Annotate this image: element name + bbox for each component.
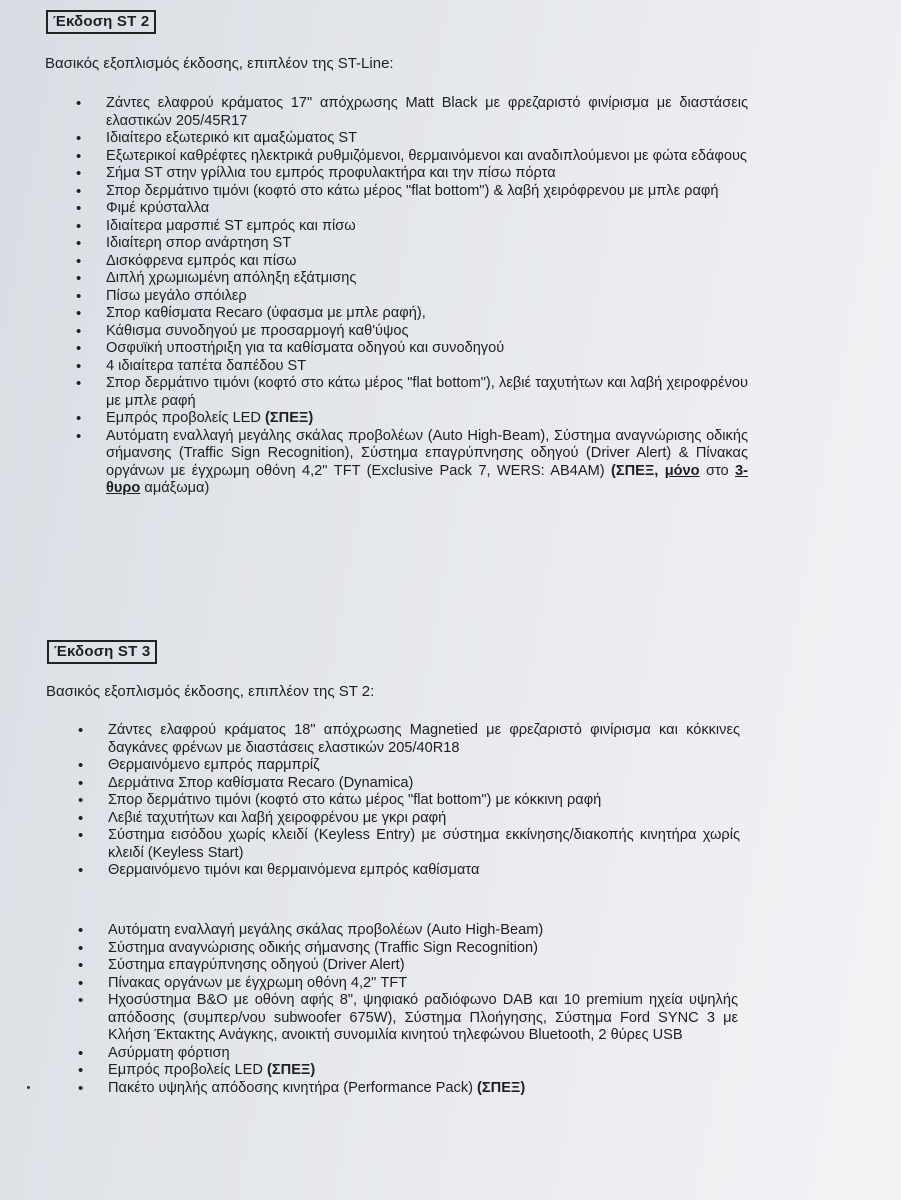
st3-equipment-list-2 xyxy=(78,922,738,1097)
led-text: Εμπρός προβολείς LED xyxy=(106,410,261,426)
list-item: • Ιδιαίτερο εξωτερικό κιτ αμαξώματος ST xyxy=(76,130,748,148)
st3-equipment-list xyxy=(78,722,740,880)
list-item: • Αυτόματη εναλλαγή μεγάλης σκάλας προβολέων (Auto High-Beam) xyxy=(78,922,738,940)
option-tag: (ΣΠΕΞ) xyxy=(477,1079,526,1096)
list-item: • Σύστημα επαγρύπνησης οδηγού (Driver Alert) xyxy=(78,957,738,975)
list-item: • Φιμέ κρύσταλλα xyxy=(76,200,748,218)
list-item: • Ιδιαίτερα μαρσπιέ ST εμπρός και πίσω xyxy=(76,218,748,236)
list-item-auto-highbeam xyxy=(76,428,748,498)
list-item: • Ιδιαίτερη σπορ ανάρτηση ST xyxy=(76,235,748,253)
list-item-led xyxy=(78,1062,738,1080)
on-tag: στο xyxy=(705,462,729,479)
led-text: Εμπρός προβολείς LED xyxy=(108,1062,263,1078)
list-item-performance xyxy=(78,1080,738,1098)
list-item: • Σήμα ST στην γρίλλια του εμπρός προφυλακτήρα και την πίσω πόρτα xyxy=(76,165,748,183)
list-item: • Πίνακας οργάνων με έγχρωμη οθόνη 4,2" TFT xyxy=(78,975,738,993)
list-item: • Σπορ δερμάτινο τιμόνι (κοφτό στο κάτω μέρος "flat bottom"), λεβιέ ταχυτήτων και λαβή χειροφρένου με μπλε ραφή xyxy=(76,375,748,410)
list-item: • Ζάντες ελαφρού κράματος 17" απόχρωσης Matt Black με φρεζαριστό φινίρισμα με διαστάσεις ελαστικών 205/45R17 xyxy=(76,95,748,130)
st2-heading: Έκδοση ST 2 xyxy=(46,10,156,34)
list-item: • Οσφυϊκή υποστήριξη για τα καθίσματα οδηγού και συνοδηγού xyxy=(76,340,748,358)
list-item: • Ασύρματη φόρτιση xyxy=(78,1045,738,1063)
list-item: • Πίσω μεγάλο σπόιλερ xyxy=(76,288,748,306)
list-item: • Ζάντες ελαφρού κράματος 18" απόχρωσης Magnetied με φρεζαριστό φινίρισμα και κόκκινες δαγκάνες φρένων με διαστάσεις ελαστικών 205/40R18 xyxy=(78,722,740,757)
stray-mark xyxy=(27,1086,30,1089)
list-item: • 4 ιδιαίτερα ταπέτα δαπέδου ST xyxy=(76,358,748,376)
list-item-led xyxy=(76,410,748,428)
three-door-tag: 3-θυρο xyxy=(106,462,748,496)
list-item: • Δισκόφρενα εμπρός και πίσω xyxy=(76,253,748,271)
st3-intro: Βασικός εξοπλισμός έκδοσης, επιπλέον της ST 2: xyxy=(46,683,375,700)
list-item: • Δερμάτινα Σπορ καθίσματα Recaro (Dynamica) xyxy=(78,775,740,793)
list-item: • Σύστημα αναγνώρισης οδικής σήμανσης (Traffic Sign Recognition) xyxy=(78,940,738,958)
st3-heading: Έκδοση ST 3 xyxy=(47,640,157,664)
list-item: • Σπορ καθίσματα Recaro (ύφασμα με μπλε ραφή), xyxy=(76,305,748,323)
list-item: • Ηχοσύστημα B&O με οθόνη αφής 8", ψηφιακό ραδιόφωνο DAB και 10 premium ηχεία υψηλής απόδοσης (συμπερ/νου subwoofer 675W), Σύστημα Πλοήγησης, Σύστημα Ford SYNC 3 με Κλήση Έκτακτης Ανάγκης, ανοικτή συνομιλία κινητού τηλεφώνου Bluetooth, 2 θύρες USB xyxy=(78,992,738,1045)
list-item: • Θερμαινόμενο εμπρός παρμπρίζ xyxy=(78,757,740,775)
list-item: • Εξωτερικοί καθρέφτες ηλεκτρικά ρυθμιζόμενοι, θερμαινόμενοι και αναδιπλούμενοι με φώτα εδάφους xyxy=(76,148,748,166)
list-item: • Λεβιέ ταχυτήτων και λαβή χειροφρένου με γκρι ραφή xyxy=(78,810,740,828)
option-tag: (ΣΠΕΞ, xyxy=(610,462,659,479)
list-item: • Κάθισμα συνοδηγού με προσαρμογή καθ'ύψος xyxy=(76,323,748,341)
only-tag: μόνο xyxy=(664,462,700,479)
body-tag: αμάξωμα) xyxy=(144,480,210,496)
list-item: • Σπορ δερμάτινο τιμόνι (κοφτό στο κάτω μέρος "flat bottom") με κόκκινη ραφή xyxy=(78,792,740,810)
st2-equipment-list xyxy=(76,95,748,498)
option-tag: (ΣΠΕΞ) xyxy=(265,410,314,426)
auto-text: Αυτόματη εναλλαγή μεγάλης σκάλας προβολέων (Auto High-Beam), Σύστημα αναγνώρισης οδικής σήμανσης (Traffic Sign Recognition), Σύστημα επαγρύπνησης οδηγού (Driver Alert) & Πίνακας οργάνων με έγχρωμη οθόνη 4,2" TFT (Exclusive Pack 7, WERS: AB4AM) xyxy=(106,427,748,479)
list-item: • Σύστημα εισόδου χωρίς κλειδί (Keyless Entry) με σύστημα εκκίνησης/διακοπής κινητήρα χωρίς κλειδί (Keyless Start) xyxy=(78,827,740,862)
list-item: • Θερμαινόμενο τιμόνι και θερμαινόμενα εμπρός καθίσματα xyxy=(78,862,740,880)
list-item: • Σπορ δερμάτινο τιμόνι (κοφτό στο κάτω μέρος "flat bottom") & λαβή χειρόφρενου με μπλε ραφή xyxy=(76,183,748,201)
perf-text: Πακέτο υψηλής απόδοσης κινητήρα (Performance Pack) xyxy=(108,1079,473,1096)
st2-intro: Βασικός εξοπλισμός έκδοσης, επιπλέον της ST-Line: xyxy=(45,55,394,72)
list-item: • Διπλή χρωμιωμένη απόληξη εξάτμισης xyxy=(76,270,748,288)
option-tag: (ΣΠΕΞ) xyxy=(267,1062,316,1078)
